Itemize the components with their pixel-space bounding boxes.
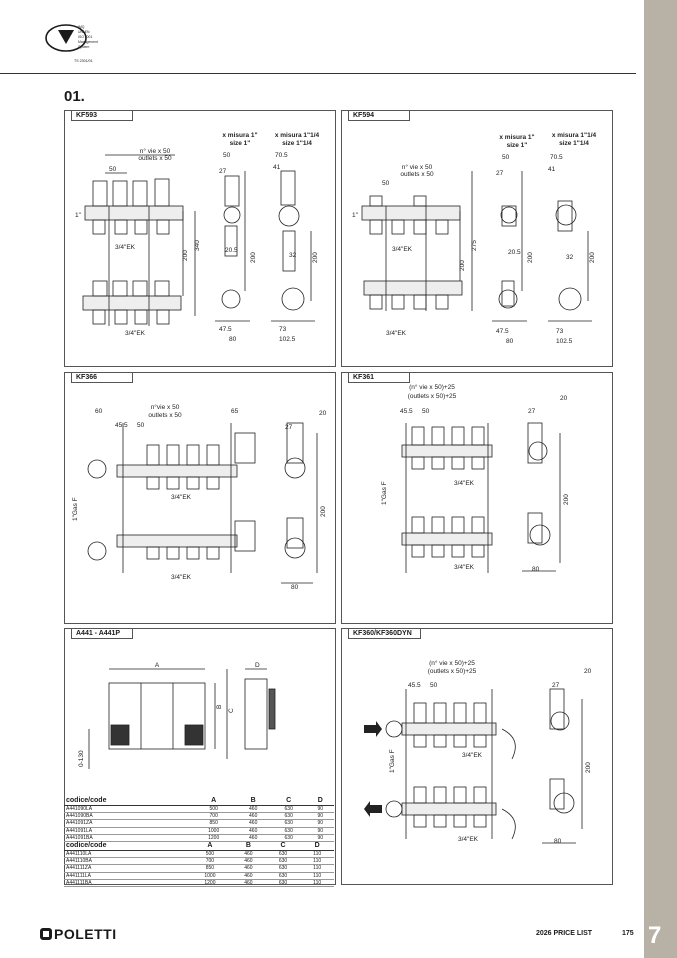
a441-table-2 bbox=[64, 841, 334, 887]
kf366-outlets-en: outlets x 50 bbox=[148, 412, 182, 419]
table-cell: 110 bbox=[300, 879, 334, 886]
table-cell: 1200 bbox=[192, 834, 236, 841]
table-row bbox=[64, 813, 334, 820]
table-cell: 850 bbox=[192, 820, 236, 827]
panel-kf366 bbox=[64, 372, 336, 624]
table-cell: 1000 bbox=[189, 872, 231, 879]
table-cell: 700 bbox=[192, 813, 236, 820]
table-cell: A441110BA bbox=[64, 858, 189, 865]
kf594-dim: 47.5 bbox=[496, 328, 509, 335]
table-cell: 630 bbox=[266, 879, 301, 886]
kf593-dim: 102.5 bbox=[279, 336, 296, 343]
kf361-dim: 50 bbox=[422, 408, 430, 415]
table-cell: 460 bbox=[235, 820, 271, 827]
table-row bbox=[64, 851, 334, 858]
kf360-dim: 50 bbox=[430, 682, 438, 689]
kf366-dim: 50 bbox=[137, 422, 145, 429]
kf366-dim: 45.5 bbox=[115, 422, 128, 429]
section-number: 01. bbox=[64, 88, 85, 105]
kf593-dim: 80 bbox=[229, 336, 237, 343]
kf594-size114-it: x misura 1"1/4 bbox=[551, 132, 597, 139]
table-cell: A441110LA bbox=[64, 851, 189, 858]
header-rule bbox=[0, 73, 636, 74]
kf366-outlets-it: n°vie x 50 bbox=[150, 404, 180, 411]
panel-kf360 bbox=[341, 628, 613, 885]
kf594-dim: 50 bbox=[502, 154, 510, 161]
kf361-dim: 20 bbox=[560, 395, 568, 402]
table-cell: 110 bbox=[300, 858, 334, 865]
kf361-dim: 1"Gas F bbox=[381, 481, 388, 505]
table-cell: 850 bbox=[189, 865, 231, 872]
table-cell: A441091LA bbox=[64, 827, 192, 834]
table-cell: 630 bbox=[266, 851, 301, 858]
table-header: B bbox=[231, 841, 266, 851]
kf366-dim: 20 bbox=[319, 410, 327, 417]
page-number: 175 bbox=[622, 930, 634, 937]
kf593-dim: 3/4"EK bbox=[115, 244, 136, 251]
kf361-outlets-en: (outlets x 50)+25 bbox=[407, 393, 457, 400]
table-row bbox=[64, 879, 334, 886]
kf593-drawing bbox=[65, 111, 335, 366]
table-cell: A441091BA bbox=[64, 834, 192, 841]
kf360-dim: 80 bbox=[554, 838, 562, 845]
table-cell: 460 bbox=[231, 865, 266, 872]
table-cell: 90 bbox=[306, 820, 334, 827]
kf594-dim: 1" bbox=[352, 212, 358, 219]
kf594-dim: 200 bbox=[459, 260, 466, 271]
kf361-dim: 80 bbox=[532, 566, 540, 573]
kf594-dim: 20.5 bbox=[508, 249, 521, 256]
panel-tag: KF593 bbox=[71, 110, 133, 121]
kf594-outlets-it: n° vie x 50 bbox=[401, 164, 433, 171]
kf593-dim: 32 bbox=[289, 252, 297, 259]
table-cell: 630 bbox=[266, 865, 301, 872]
table-row bbox=[64, 865, 334, 872]
table-cell: 500 bbox=[192, 806, 236, 813]
table-cell: 630 bbox=[271, 834, 307, 841]
kf360-dim: 45.5 bbox=[408, 682, 421, 689]
kf594-dim: 27 bbox=[496, 170, 504, 177]
chapter-sidebar bbox=[644, 0, 677, 958]
table-header: codice/code bbox=[64, 841, 189, 851]
panel-kf593 bbox=[64, 110, 336, 367]
kf366-dim: 3/4"EK bbox=[171, 494, 192, 501]
kf594-dim: 41 bbox=[548, 166, 556, 173]
kf360-outlets-it: (n° vie x 50)+25 bbox=[429, 660, 475, 667]
cert-logo-line: Management bbox=[78, 40, 98, 44]
kf594-dim: 102.5 bbox=[556, 338, 573, 345]
table-cell: 630 bbox=[271, 813, 307, 820]
cert-logo-line: UNI EN bbox=[78, 30, 90, 34]
table-header: D bbox=[300, 841, 334, 851]
chapter-number: 7 bbox=[648, 922, 662, 949]
kf360-dim: 3/4"EK bbox=[462, 752, 483, 759]
kf594-outlets-en: outlets x 50 bbox=[400, 171, 434, 178]
kf360-outlets-en: (outlets x 50)+25 bbox=[427, 668, 477, 675]
panel-tag: A441 - A441P bbox=[71, 628, 133, 639]
table-header: C bbox=[271, 796, 307, 806]
table-cell: 90 bbox=[306, 827, 334, 834]
kf594-dim: 73 bbox=[556, 328, 564, 335]
kf593-dim: 27 bbox=[219, 168, 227, 175]
kf366-dim: 1"Gas F bbox=[72, 497, 79, 521]
kf593-dim: 20.5 bbox=[225, 247, 238, 254]
table-cell: 460 bbox=[231, 851, 266, 858]
table-header: A bbox=[189, 841, 231, 851]
kf593-size114-it: x misura 1"1/4 bbox=[274, 132, 320, 139]
kf593-dim: 50 bbox=[223, 152, 231, 159]
kf360-dim: 1"Gas F bbox=[389, 749, 396, 773]
table-cell: 460 bbox=[235, 806, 271, 813]
kf366-dim: 60 bbox=[95, 408, 103, 415]
a441-drawing bbox=[65, 629, 335, 794]
kf594-dim: 275 bbox=[471, 240, 478, 251]
panel-tag: KF366 bbox=[71, 372, 133, 383]
a441-dim: B bbox=[216, 704, 223, 709]
table-cell: 110 bbox=[300, 865, 334, 872]
table-cell: A441111BA bbox=[64, 879, 189, 886]
table-cell: 90 bbox=[306, 834, 334, 841]
kf360-dim: 200 bbox=[585, 762, 592, 773]
panel-tag: KF361 bbox=[348, 372, 410, 383]
kf593-outlets-en: outlets x 50 bbox=[138, 155, 172, 162]
panel-kf594 bbox=[341, 110, 613, 367]
kf593-size1-it: x misura 1" bbox=[222, 132, 258, 139]
table-cell: 700 bbox=[189, 858, 231, 865]
kf366-dim: 3/4"EK bbox=[171, 574, 192, 581]
kf593-dim: 47.5 bbox=[219, 326, 232, 333]
kf360-dim: 27 bbox=[552, 682, 560, 689]
table-cell: 460 bbox=[231, 872, 266, 879]
brand-name: POLETTI bbox=[54, 926, 117, 942]
table-cell: A441111LA bbox=[64, 872, 189, 879]
table-cell: A441111ZA bbox=[64, 865, 189, 872]
table-row bbox=[64, 820, 334, 827]
table-cell: 460 bbox=[235, 834, 271, 841]
panel-tag: KF360/KF360DYN bbox=[348, 628, 421, 639]
table-cell: 630 bbox=[266, 858, 301, 865]
kf593-dim: 73 bbox=[279, 326, 287, 333]
kf594-size1-it: x misura 1" bbox=[499, 134, 535, 141]
kf361-dim: 3/4"EK bbox=[454, 564, 475, 571]
table-cell: A441091ZA bbox=[64, 820, 192, 827]
kf366-dim: 200 bbox=[320, 506, 327, 517]
brand-logo bbox=[40, 926, 117, 942]
table-header: C bbox=[266, 841, 301, 851]
kf593-dim: 3/4"EK bbox=[125, 330, 146, 337]
kf366-dim: 27 bbox=[285, 424, 293, 431]
kf593-size1-en: size 1" bbox=[229, 140, 251, 147]
a441-dim: 0-130 bbox=[78, 750, 85, 767]
kf593-dim: 340 bbox=[194, 240, 201, 251]
kf593-outlets-it: n° vie x 50 bbox=[139, 148, 171, 155]
a441-dim: C bbox=[228, 708, 235, 713]
table-header: codice/code bbox=[64, 796, 192, 806]
table-cell: 460 bbox=[235, 827, 271, 834]
table-cell: 1000 bbox=[192, 827, 236, 834]
table-cell: 1200 bbox=[189, 879, 231, 886]
table-cell: 630 bbox=[271, 806, 307, 813]
certification-logo bbox=[44, 18, 104, 66]
kf366-dim: 65 bbox=[231, 408, 239, 415]
table-cell: 630 bbox=[266, 872, 301, 879]
table-cell: 110 bbox=[300, 851, 334, 858]
table-row bbox=[64, 872, 334, 879]
table-header: B bbox=[235, 796, 271, 806]
kf361-outlets-it: (n° vie x 50)+25 bbox=[409, 384, 455, 391]
table-row bbox=[64, 858, 334, 865]
table-cell: 630 bbox=[271, 827, 307, 834]
kf360-drawing bbox=[342, 629, 612, 884]
panel-tag: KF594 bbox=[348, 110, 410, 121]
kf361-drawing bbox=[342, 373, 612, 623]
kf594-dim: 3/4"EK bbox=[386, 330, 407, 337]
kf361-dim: 3/4"EK bbox=[454, 480, 475, 487]
kf366-dim: 80 bbox=[291, 584, 299, 591]
a441-dim: D bbox=[255, 662, 260, 669]
kf593-dim: 50 bbox=[109, 166, 117, 173]
kf593-dim: 200 bbox=[250, 252, 257, 263]
kf594-dim: 80 bbox=[506, 338, 514, 345]
table-cell: A441090LA bbox=[64, 806, 192, 813]
table-header: D bbox=[306, 796, 334, 806]
kf594-dim: 50 bbox=[382, 180, 390, 187]
kf361-dim: 45.5 bbox=[400, 408, 413, 415]
cert-logo-line: IMQ bbox=[78, 25, 85, 29]
cert-logo-line: ISO 9001 bbox=[78, 35, 93, 39]
table-row bbox=[64, 827, 334, 834]
table-cell: 90 bbox=[306, 813, 334, 820]
panel-kf361 bbox=[341, 372, 613, 624]
cert-logo-line: System bbox=[78, 45, 90, 49]
price-list-label: 2026 PRICE LIST bbox=[536, 930, 593, 937]
kf594-dim: 3/4"EK bbox=[392, 246, 413, 253]
kf594-dim: 70.5 bbox=[550, 154, 563, 161]
table-header: A bbox=[192, 796, 236, 806]
kf366-drawing bbox=[65, 373, 335, 623]
kf593-dim: 200 bbox=[312, 252, 319, 263]
table-cell: 110 bbox=[300, 872, 334, 879]
table-cell: 460 bbox=[231, 879, 266, 886]
a441-dim: A bbox=[154, 662, 160, 669]
kf593-size114-en: size 1"1/4 bbox=[282, 140, 312, 147]
kf360-dim: 3/4"EK bbox=[458, 836, 479, 843]
table-cell: 460 bbox=[235, 813, 271, 820]
kf593-dim: 1" bbox=[75, 212, 81, 219]
kf594-dim: 200 bbox=[589, 252, 596, 263]
kf594-size114-en: size 1"1/4 bbox=[559, 140, 589, 147]
table-cell: 90 bbox=[306, 806, 334, 813]
table-cell: 630 bbox=[271, 820, 307, 827]
table-row bbox=[64, 806, 334, 813]
cert-logo-line: TS 2301/01 bbox=[74, 59, 93, 63]
kf360-dim: 20 bbox=[584, 668, 592, 675]
kf593-dim: 41 bbox=[273, 164, 281, 171]
kf594-drawing bbox=[342, 111, 612, 366]
table-cell: A441090BA bbox=[64, 813, 192, 820]
brand-mark-icon bbox=[40, 928, 52, 940]
kf361-dim: 27 bbox=[528, 408, 536, 415]
table-cell: 460 bbox=[231, 858, 266, 865]
kf594-size1-en: size 1" bbox=[506, 142, 528, 149]
table-cell: 500 bbox=[189, 851, 231, 858]
kf361-dim: 200 bbox=[563, 494, 570, 505]
a441-table-1 bbox=[64, 796, 334, 842]
kf594-dim: 200 bbox=[527, 252, 534, 263]
kf594-dim: 32 bbox=[566, 254, 574, 261]
kf593-dim: 70.5 bbox=[275, 152, 288, 159]
kf593-dim: 200 bbox=[182, 250, 189, 261]
